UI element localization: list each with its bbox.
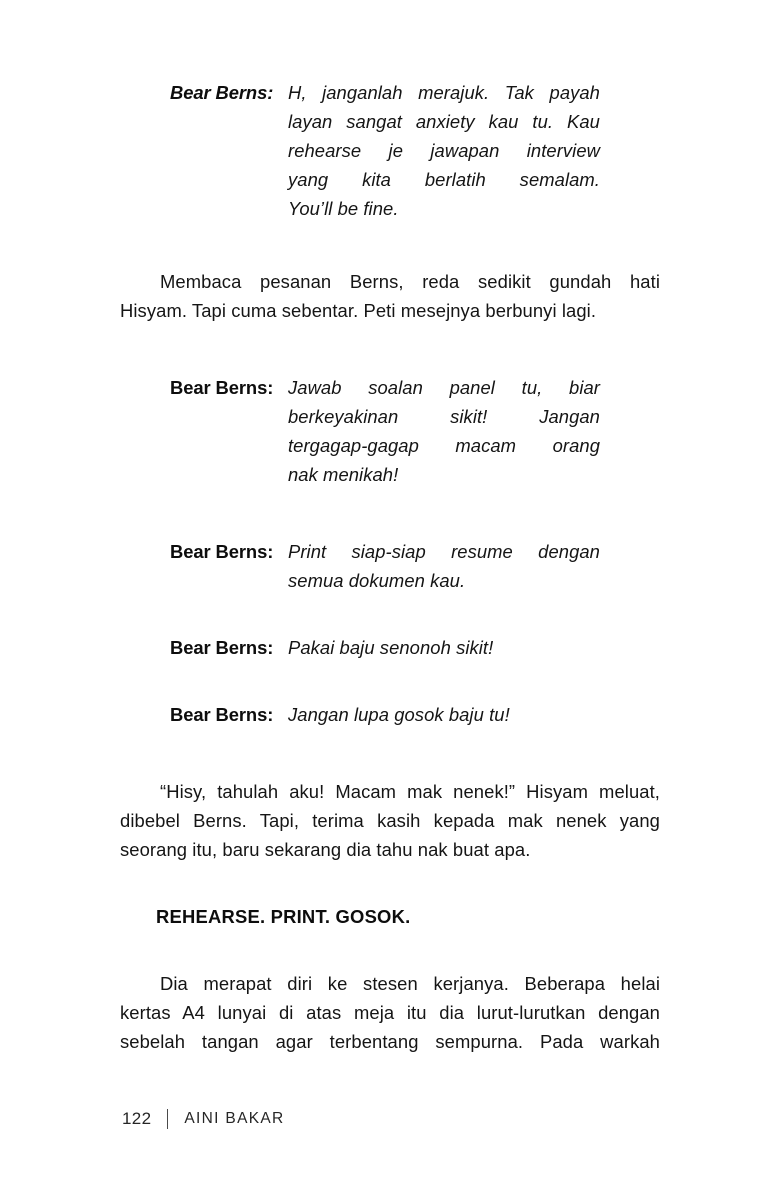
paragraph-line: Hisyam. Tapi cuma sebentar. Peti mesejnya berbunyi lagi. <box>120 300 597 321</box>
message-line: Jangan lupa gosok baju tu! <box>288 704 510 725</box>
page-content <box>120 78 660 1056</box>
spacer <box>120 489 660 537</box>
message-text <box>288 700 600 729</box>
footer-divider <box>167 1109 168 1129</box>
spacer <box>120 864 660 902</box>
message-speaker-label: Bear Berns: <box>170 541 274 562</box>
paragraph-line: “Hisy, tahulah aku! Macam mak nenek!” Hisyam meluat, <box>160 781 660 802</box>
message-line: yang kita berlatih semalam. <box>288 169 600 190</box>
message-block <box>120 700 660 729</box>
paragraph <box>120 267 660 325</box>
spacer <box>120 325 660 373</box>
page-footer <box>122 1108 285 1130</box>
paragraph-line: sebelah tangan agar terbentang sempurna. Pada warkah <box>120 1031 660 1052</box>
message-speaker-label: Bear Berns: <box>170 82 274 103</box>
spacer <box>120 729 660 777</box>
message-line: nak menikah! <box>288 464 399 485</box>
message-line: Jawab soalan panel tu, biar <box>288 377 600 398</box>
message-line: tergagap-gagap macam orang <box>288 435 600 456</box>
message-text <box>288 537 600 595</box>
message-line: Pakai baju senonoh sikit! <box>288 637 494 658</box>
page-number: 122 <box>122 1109 152 1128</box>
message-line: semua dokumen kau. <box>288 570 466 591</box>
message-text <box>288 633 600 662</box>
spacer <box>120 931 660 969</box>
message-block <box>120 373 660 489</box>
footer-author-name: AINI BAKAR <box>184 1110 285 1127</box>
paragraph-line: dibebel Berns. Tapi, terima kasih kepada mak nenek yang <box>120 810 660 831</box>
message-line: H, janganlah merajuk. Tak payah <box>288 82 600 103</box>
paragraph-line: seorang itu, baru sekarang dia tahu nak buat apa. <box>120 839 531 860</box>
paragraph <box>120 777 660 864</box>
spacer <box>120 595 660 633</box>
paragraph-line: Dia merapat diri ke stesen kerjanya. Beberapa helai <box>160 973 660 994</box>
section-heading: REHEARSE. PRINT. GOSOK. <box>156 906 411 927</box>
spacer <box>120 223 660 267</box>
paragraph-line: Membaca pesanan Berns, reda sedikit gundah hati <box>160 271 660 292</box>
spacer <box>120 662 660 700</box>
message-block <box>120 537 660 595</box>
message-speaker-label: Bear Berns: <box>170 704 274 725</box>
message-line: rehearse je jawapan interview <box>288 140 600 161</box>
message-text <box>288 373 600 489</box>
message-line: layan sangat anxiety kau tu. Kau <box>288 111 600 132</box>
paragraph-line: kertas A4 lunyai di atas meja itu dia lurut-lurutkan dengan <box>120 1002 660 1023</box>
message-block <box>120 78 660 223</box>
message-speaker-label: Bear Berns: <box>170 377 274 398</box>
message-line: berkeyakinan sikit! Jangan <box>288 406 600 427</box>
paragraph <box>120 969 660 1056</box>
message-line: You’ll be fine. <box>288 198 399 219</box>
message-line: Print siap-siap resume dengan <box>288 541 600 562</box>
message-block <box>120 633 660 662</box>
message-speaker-label: Bear Berns: <box>170 637 274 658</box>
message-text <box>288 78 600 223</box>
